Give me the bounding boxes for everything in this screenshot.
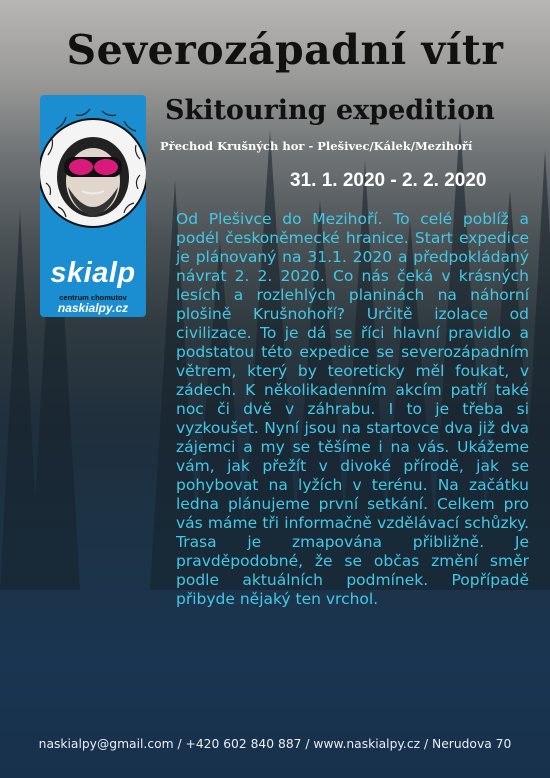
logo-website: naskialpy.cz [57, 301, 129, 315]
fur-hood-face-icon [40, 95, 146, 260]
footer-contact: naskialpy@gmail.com / +420 602 840 887 / www.naskialpy.cz / Nerudova 70 [38, 737, 512, 751]
logo-tagline: centrum chomutov [59, 293, 127, 302]
page-title: Severozápadní vítr [66, 26, 504, 74]
description-text: Od Plešivce do Mezihoří. To celé poblíž a podél českoněmecké hranice. Start expedice je plánovaný na 31.1. 2020 a předpokládaný návrat 2. 2. 2020. Co nás čeká v krásných lesích a rozlehlých planinách na náhorní plošině Krušnohoří? Určitě izolace od civilizace. To je dá se říci hlavní pravidlo a podstatou této expedice se severozápadním větrem, který by teoreticky měl foukat, v zádech. K několikadenním akcím patří také noc či dvě v záhrabu. I to je třeba si vyzkoušet. Nyní jsou na startovce dva již dva zájemci a my se těšíme i na vás. Ukážeme vám, jak přežít v divoké přírodě, jak se pohybovat na lyžích v terénu. Na začátku ledna plánujeme první setkání. Celkem pro vás máme tři informačně vzdělávací schůzky. Trasa je zmapována přibližně. Je pravděpodobné, že se občas změní směr podle aktuálních podmínek. Popřípadě přibyde nějaký ten vrchol. [176, 210, 529, 608]
skialp-logo [40, 95, 146, 317]
event-dates: 31. 1. 2020 - 2. 2. 2020 [290, 170, 487, 191]
subtitle: Skitouring expedition [165, 95, 495, 126]
logo-name: skialp [50, 257, 136, 289]
route-line: Přechod Krušných hor - Plešivec/Kálek/Mezihoří [160, 139, 473, 153]
